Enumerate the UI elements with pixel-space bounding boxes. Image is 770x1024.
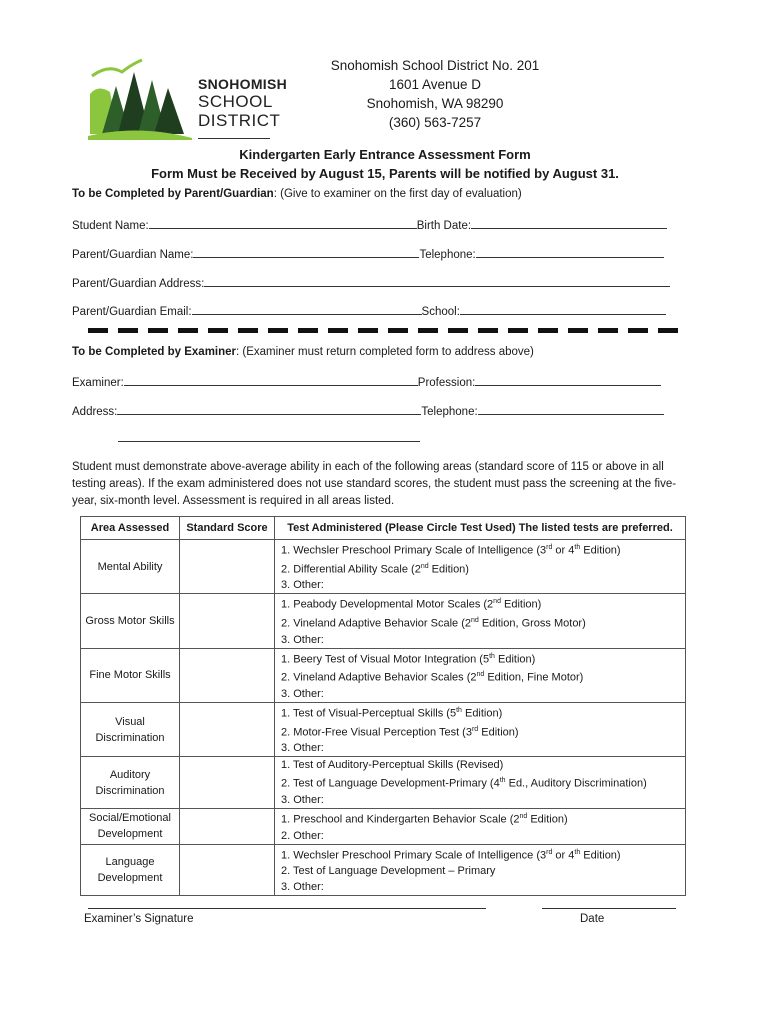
parent-email-field[interactable]	[192, 302, 422, 315]
parent-address-row: Parent/Guardian Address:	[72, 274, 670, 290]
district-address	[330, 56, 540, 132]
test-option[interactable]: 3. Other:	[281, 742, 324, 755]
instructions-paragraph: Student must demonstrate above-average ability in each of the following areas (standard score of 115 or above in all testing areas). If the exam administered does not use standard scores, the student must pass the screening at the five-year, six-month level. Assessment is required in all areas listed.	[72, 461, 677, 507]
district-logo	[88, 54, 288, 146]
school-field[interactable]	[460, 302, 666, 315]
table-row	[81, 648, 686, 702]
parent-telephone-field[interactable]	[476, 245, 664, 258]
date-line[interactable]	[542, 908, 676, 909]
test-option[interactable]: 2. Differential Ability Scale (2nd Edition)	[281, 562, 469, 576]
parent-address-field[interactable]	[204, 274, 670, 287]
test-option[interactable]: 2. Vineland Adaptive Behavior Scale (2nd Edition, Gross Motor)	[281, 616, 586, 630]
test-option[interactable]: 2. Other:	[281, 829, 324, 842]
test-option[interactable]: 1. Wechsler Preschool Primary Scale of Intelligence (3rd or 4th Edition)	[281, 544, 621, 557]
standard-score-cell[interactable]	[180, 844, 275, 896]
assessment-table	[80, 516, 686, 896]
examiner-section-heading: To be Completed by Examiner: (Examiner must return completed form to address above)	[72, 346, 534, 358]
test-option[interactable]: 1. Preschool and Kindergarten Behavior Scale (2nd Edition)	[281, 812, 568, 826]
test-option[interactable]: 3. Other:	[281, 633, 324, 646]
test-option[interactable]: 1. Peabody Developmental Motor Scales (2nd Edition)	[281, 598, 542, 611]
table-row	[81, 757, 686, 809]
standard-score-cell[interactable]	[180, 648, 275, 702]
test-option[interactable]: 1. Wechsler Preschool Primary Scale of Intelligence (3rd or 4th Edition)	[281, 848, 621, 862]
examiner-telephone-field[interactable]	[478, 402, 664, 415]
table-row	[81, 594, 686, 648]
area-cell: Social/Emotional Development	[81, 808, 180, 844]
examiner-address-field[interactable]	[117, 402, 421, 415]
test-option[interactable]: 3. Other:	[281, 881, 324, 894]
standard-score-cell[interactable]	[180, 808, 275, 844]
district-name: Snohomish School District No. 201	[330, 58, 540, 73]
tests-cell	[275, 594, 686, 648]
header-score: Standard Score	[180, 517, 275, 540]
test-option[interactable]: 1. Test of Auditory-Perceptual Skills (Revised)	[281, 759, 504, 772]
tests-cell	[275, 844, 686, 896]
table-row	[81, 844, 686, 896]
tests-cell	[275, 702, 686, 756]
parent-section-heading: To be Completed by Parent/Guardian: (Give to examiner on the first day of evaluation)	[72, 188, 522, 200]
profession-field[interactable]	[475, 373, 661, 386]
test-option[interactable]: 2. Motor-Free Visual Perception Test (3rd Edition)	[281, 725, 519, 739]
date-label: Date	[580, 913, 605, 925]
area-cell: Fine Motor Skills	[81, 648, 180, 702]
examiner-row: Examiner: Profession:	[72, 373, 661, 389]
standard-score-cell[interactable]	[180, 757, 275, 809]
standard-score-cell[interactable]	[180, 594, 275, 648]
tests-cell	[275, 648, 686, 702]
parent-email-row: Parent/Guardian Email: School:	[72, 302, 666, 318]
student-name-row: Student Name: Birth Date:	[72, 216, 667, 232]
section-divider	[88, 328, 684, 333]
header-area: Area Assessed	[81, 517, 180, 540]
table-row	[81, 540, 686, 594]
table-row	[81, 702, 686, 756]
parent-name-row: Parent/Guardian Name: Telephone:	[72, 245, 664, 261]
examiner-field[interactable]	[124, 373, 418, 386]
test-option[interactable]: 1. Test of Visual-Perceptual Skills (5th Edition)	[281, 706, 503, 720]
area-cell: Auditory Discrimination	[81, 757, 180, 809]
examiner-address-row: Address: Telephone:	[72, 402, 664, 418]
tests-cell	[275, 757, 686, 809]
parent-name-field[interactable]	[193, 245, 419, 258]
birth-date-field[interactable]	[471, 216, 667, 229]
district-phone: (360) 563-7257	[388, 115, 482, 130]
test-option[interactable]: 3. Other:	[281, 793, 324, 806]
area-cell: Mental Ability	[81, 540, 180, 594]
form-subtitle: Form Must be Received by August 15, Parents will be notified by August 31.	[151, 166, 619, 181]
examiner-signature-label: Examiner’s Signature	[84, 913, 194, 925]
test-option[interactable]: 3. Other:	[281, 579, 324, 592]
student-name-field[interactable]	[149, 216, 417, 229]
standard-score-cell[interactable]	[180, 702, 275, 756]
test-option[interactable]: 1. Beery Test of Visual Motor Integration (5th Edition)	[281, 652, 536, 666]
logo-wordmark: SNOHOMISH SCHOOL DISTRICT	[198, 76, 288, 130]
standard-score-cell[interactable]	[180, 540, 275, 594]
district-city: Snohomish, WA 98290	[366, 96, 504, 111]
test-option[interactable]: 2. Test of Language Development-Primary (4th Ed., Auditory Discrimination)	[281, 777, 647, 790]
area-cell: Gross Motor Skills	[81, 594, 180, 648]
form-title: Kindergarten Early Entrance Assessment Form	[239, 147, 531, 162]
header-tests: Test Administered (Please Circle Test Used) The listed tests are preferred.	[275, 517, 686, 540]
examiner-signature-line[interactable]	[88, 908, 486, 909]
tests-cell	[275, 540, 686, 594]
test-option[interactable]: 3. Other:	[281, 687, 324, 700]
test-option[interactable]: 2. Vineland Adaptive Behavior Scales (2nd Edition, Fine Motor)	[281, 671, 584, 684]
examiner-address-line2[interactable]	[118, 441, 420, 442]
test-option[interactable]: 2. Test of Language Development – Primary	[281, 865, 496, 878]
tests-cell	[275, 808, 686, 844]
tree-logo-icon	[88, 54, 198, 146]
area-cell: Visual Discrimination	[81, 702, 180, 756]
district-street: 1601 Avenue D	[388, 77, 482, 92]
area-cell: Language Development	[81, 844, 180, 896]
table-row	[81, 808, 686, 844]
